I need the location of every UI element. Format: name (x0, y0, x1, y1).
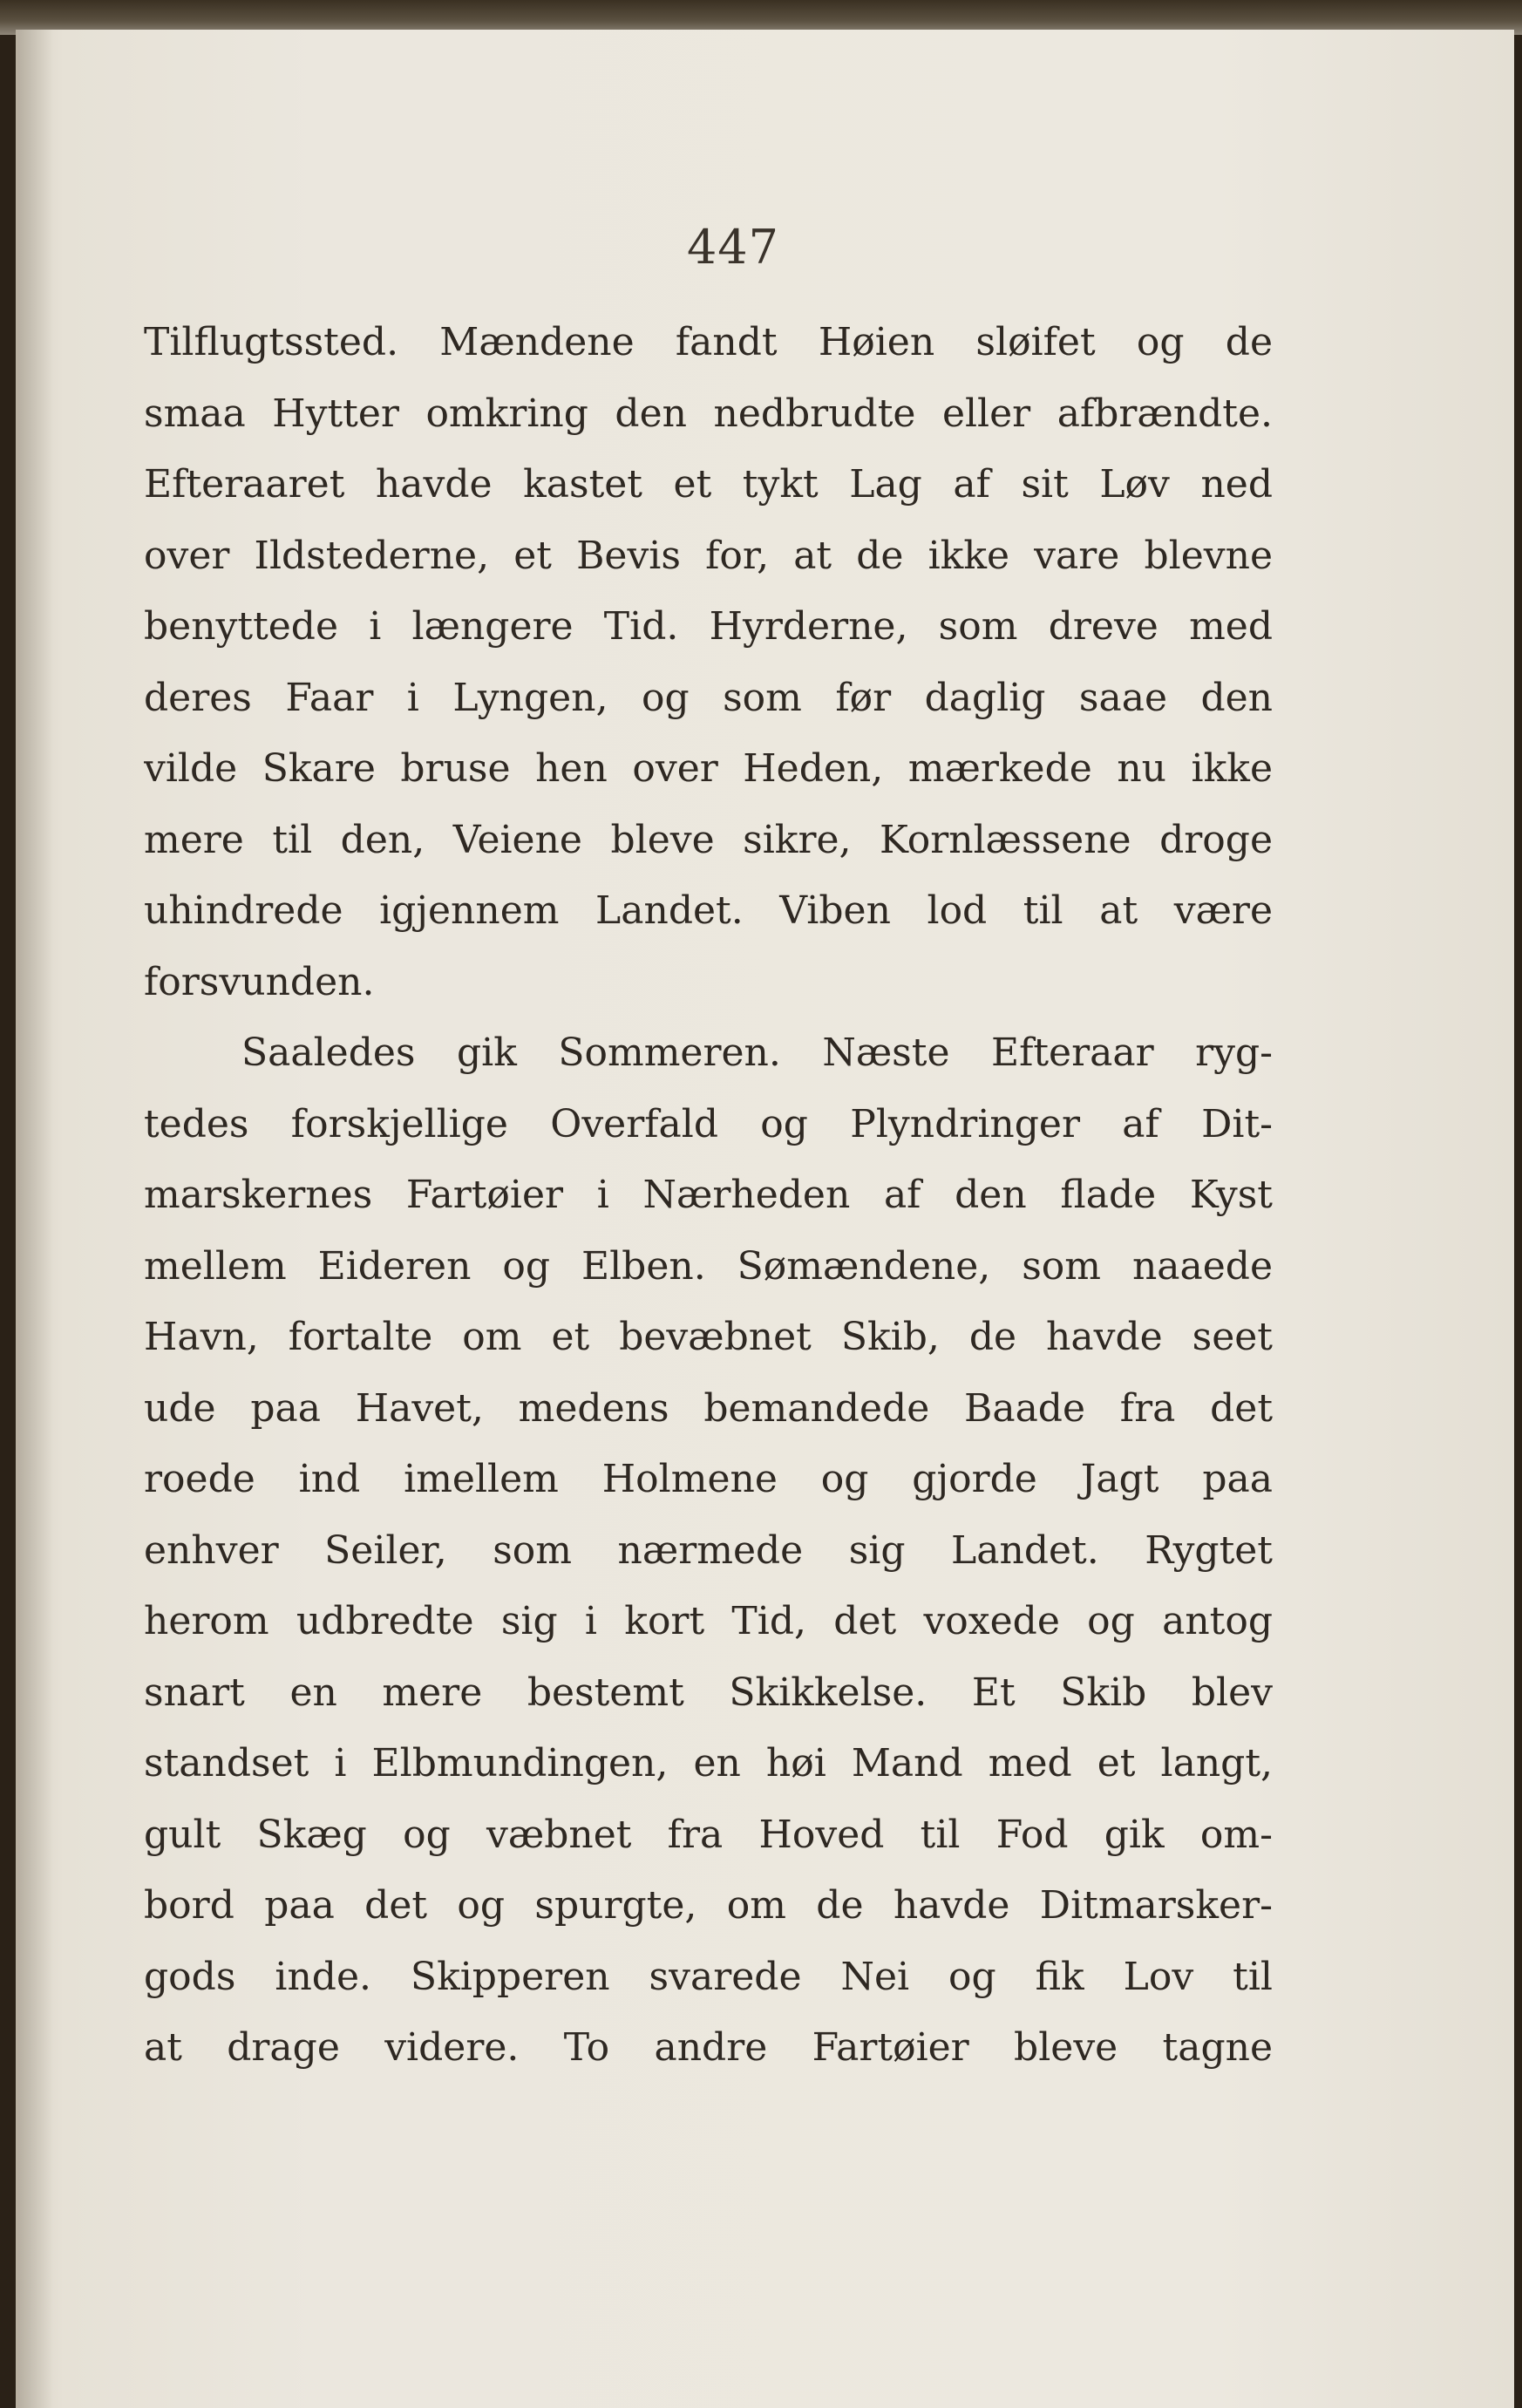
text-line: mellem Eideren og Elben. Sømændene, som naaede (144, 1243, 1273, 1289)
text-line: Efteraaret havde kastet et tykt Lag af sit Løv ned (144, 462, 1273, 507)
text-line: standset i Elbmundingen, en høi Mand med et langt, (144, 1741, 1273, 1786)
text-line: uhindrede igjennem Landet. Viben lod til at være (144, 888, 1273, 933)
text-line: benyttede i længere Tid. Hyrderne, som dreve med (144, 604, 1273, 649)
text-line: deres Faar i Lyngen, og som før daglig saae den (144, 675, 1273, 720)
text-line: smaa Hytter omkring den nedbrudte eller afbrændte. (144, 391, 1273, 436)
text-line: vilde Skare bruse hen over Heden, mærkede nu ikke (144, 746, 1273, 791)
text-line: mere til den, Veiene bleve sikre, Kornlæssene droge (144, 817, 1273, 862)
text-line: herom udbredte sig i kort Tid, det voxede og antog (144, 1599, 1273, 1643)
paragraph-1 (144, 307, 1273, 1017)
text-line: Tilflugtssted. Mændene fandt Høien sløifet og de (144, 320, 1273, 364)
paragraph-2 (144, 1017, 1273, 2084)
text-line: Havn, fortalte om et bevæbnet Skib, de havde seet (144, 1315, 1273, 1359)
text-line: marskernes Fartøier i Nærheden af den flade Kyst (144, 1173, 1273, 1217)
text-line: gods inde. Skipperen svarede Nei og fik Lov til (144, 1954, 1273, 1999)
page-number: 447 (686, 220, 780, 275)
text-line: forsvunden. (144, 959, 375, 1004)
page-gutter-shadow (18, 30, 53, 2408)
text-line: ude paa Havet, medens bemandede Baade fra det (144, 1385, 1273, 1431)
text-line: snart en mere bestemt Skikkelse. Et Skib blev (144, 1670, 1273, 1715)
text-line: Saaledes gik Sommeren. Næste Efteraar ryg- (241, 1031, 1273, 1075)
text-line: roede ind imellem Holmene og gjorde Jagt paa (144, 1457, 1273, 1501)
text-line: gult Skæg og væbnet fra Hoved til Fod gik om- (144, 1812, 1273, 1857)
text-line: over Ildstederne, et Bevis for, at de ikke vare blevne (144, 533, 1273, 578)
text-line: bord paa det og spurgte, om de havde Ditmarsker- (144, 1883, 1273, 1928)
body-text (144, 307, 1273, 2084)
text-line: enhver Seiler, som nærmede sig Landet. Rygtet (144, 1527, 1273, 1573)
text-line: tedes forskjellige Overfald og Plyndringer af Dit- (144, 1101, 1273, 1146)
text-line: at drage videre. To andre Fartøier bleve tagne (144, 2025, 1273, 2070)
